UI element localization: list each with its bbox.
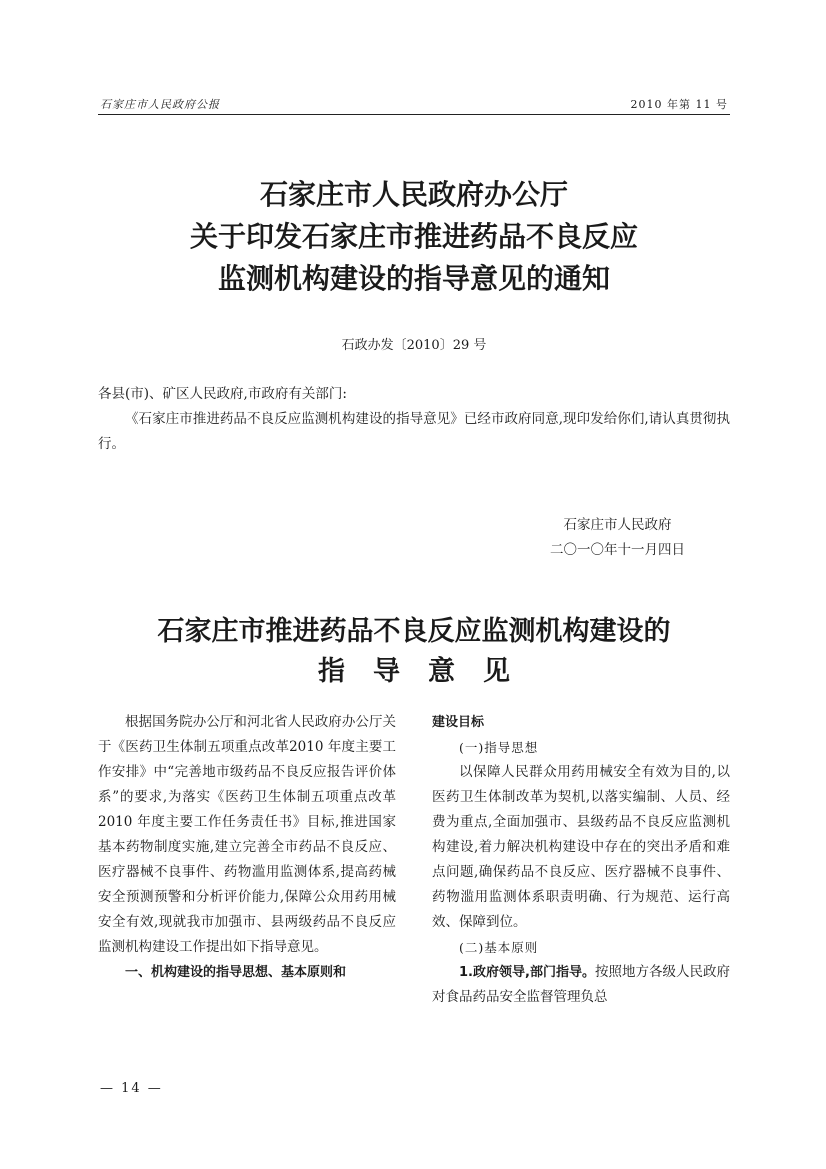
notice-title-line: 关于印发石家庄市推进药品不良反应: [189, 220, 638, 253]
left-column: [98, 710, 396, 985]
page-number: — 14 —: [100, 1081, 163, 1096]
right-column: [432, 710, 730, 1010]
opinion-title: [100, 612, 728, 692]
principle-lead: 1.政府领导,部门指导。: [459, 965, 595, 980]
publication-name: 石家庄市人民政府公报: [100, 98, 220, 111]
document-number: 石政办发〔2010〕29 号: [341, 338, 487, 353]
notice-title-line: 监测机构建设的指导意见的通知: [217, 262, 610, 295]
issue-number: 2010 年第 11 号: [630, 98, 728, 111]
signer: 石家庄市人民政府: [563, 517, 672, 533]
intro-paragraph: 根据国务院办公厅和河北省人民政府办公厅关于《医药卫生体制五项重点改革2010 年度主要工作安排》中“完善地市级药品不良反应报告评价体系”的要求,为落实《医药卫生体制五项重点改革 2010 年度主要工作任务责任书》目标,推进国家基本药物制度实施,建立完善全市药品不良反应、医疗器械不良事件、药物滥用监测体系,提高药械安全预测预警和分析评价能力,保障公众用药用械安全有效,现就我市加强市、县两级药品不良反应监测机构建设工作提出如下指导意见。: [98, 714, 396, 955]
guiding-ideology-paragraph: 以保障人民群众用药用械安全有效为目的,以医药卫生体制改革为契机,以落实编制、人员、经费为重点,全面加强市、县级药品不良反应监测机构建设,着力解决机构建设中存在的突出矛盾和难点问题,确保药品不良反应、医疗器械不良事件、药物滥用监测体系职责明确、行为规范、运行高效、保障到位。: [432, 764, 730, 930]
opinion-title-line: 石家庄市推进药品不良反应监测机构建设的: [157, 616, 671, 647]
notice-title-line: 石家庄市人民政府办公厅: [259, 178, 568, 211]
header-divider: [98, 114, 730, 115]
principle-paragraph: [432, 960, 730, 1010]
running-header: [100, 96, 728, 116]
notice-paragraph: 《石家庄市推进药品不良反应监测机构建设的指导意见》已经市政府同意,现印发给你们,请认真贯彻执行。: [98, 411, 730, 452]
subheading-basic-principles: (二)基本原则: [459, 940, 539, 955]
principle-text: 按照地方各级人民政府对食品药品安全监督管理负总: [432, 964, 730, 1005]
notice-title: [100, 174, 728, 300]
section-heading-continued: 建设目标: [432, 715, 485, 730]
opinion-title-line: 指导意见: [318, 656, 538, 687]
addressee: 各县(市)、矿区人民政府,市政府有关部门:: [98, 386, 347, 402]
section-heading: 一、机构建设的指导思想、基本原则和: [125, 965, 347, 980]
signing-date: 二〇一〇年十一月四日: [550, 542, 685, 558]
subheading-guiding-ideology: (一)指导思想: [459, 740, 539, 755]
